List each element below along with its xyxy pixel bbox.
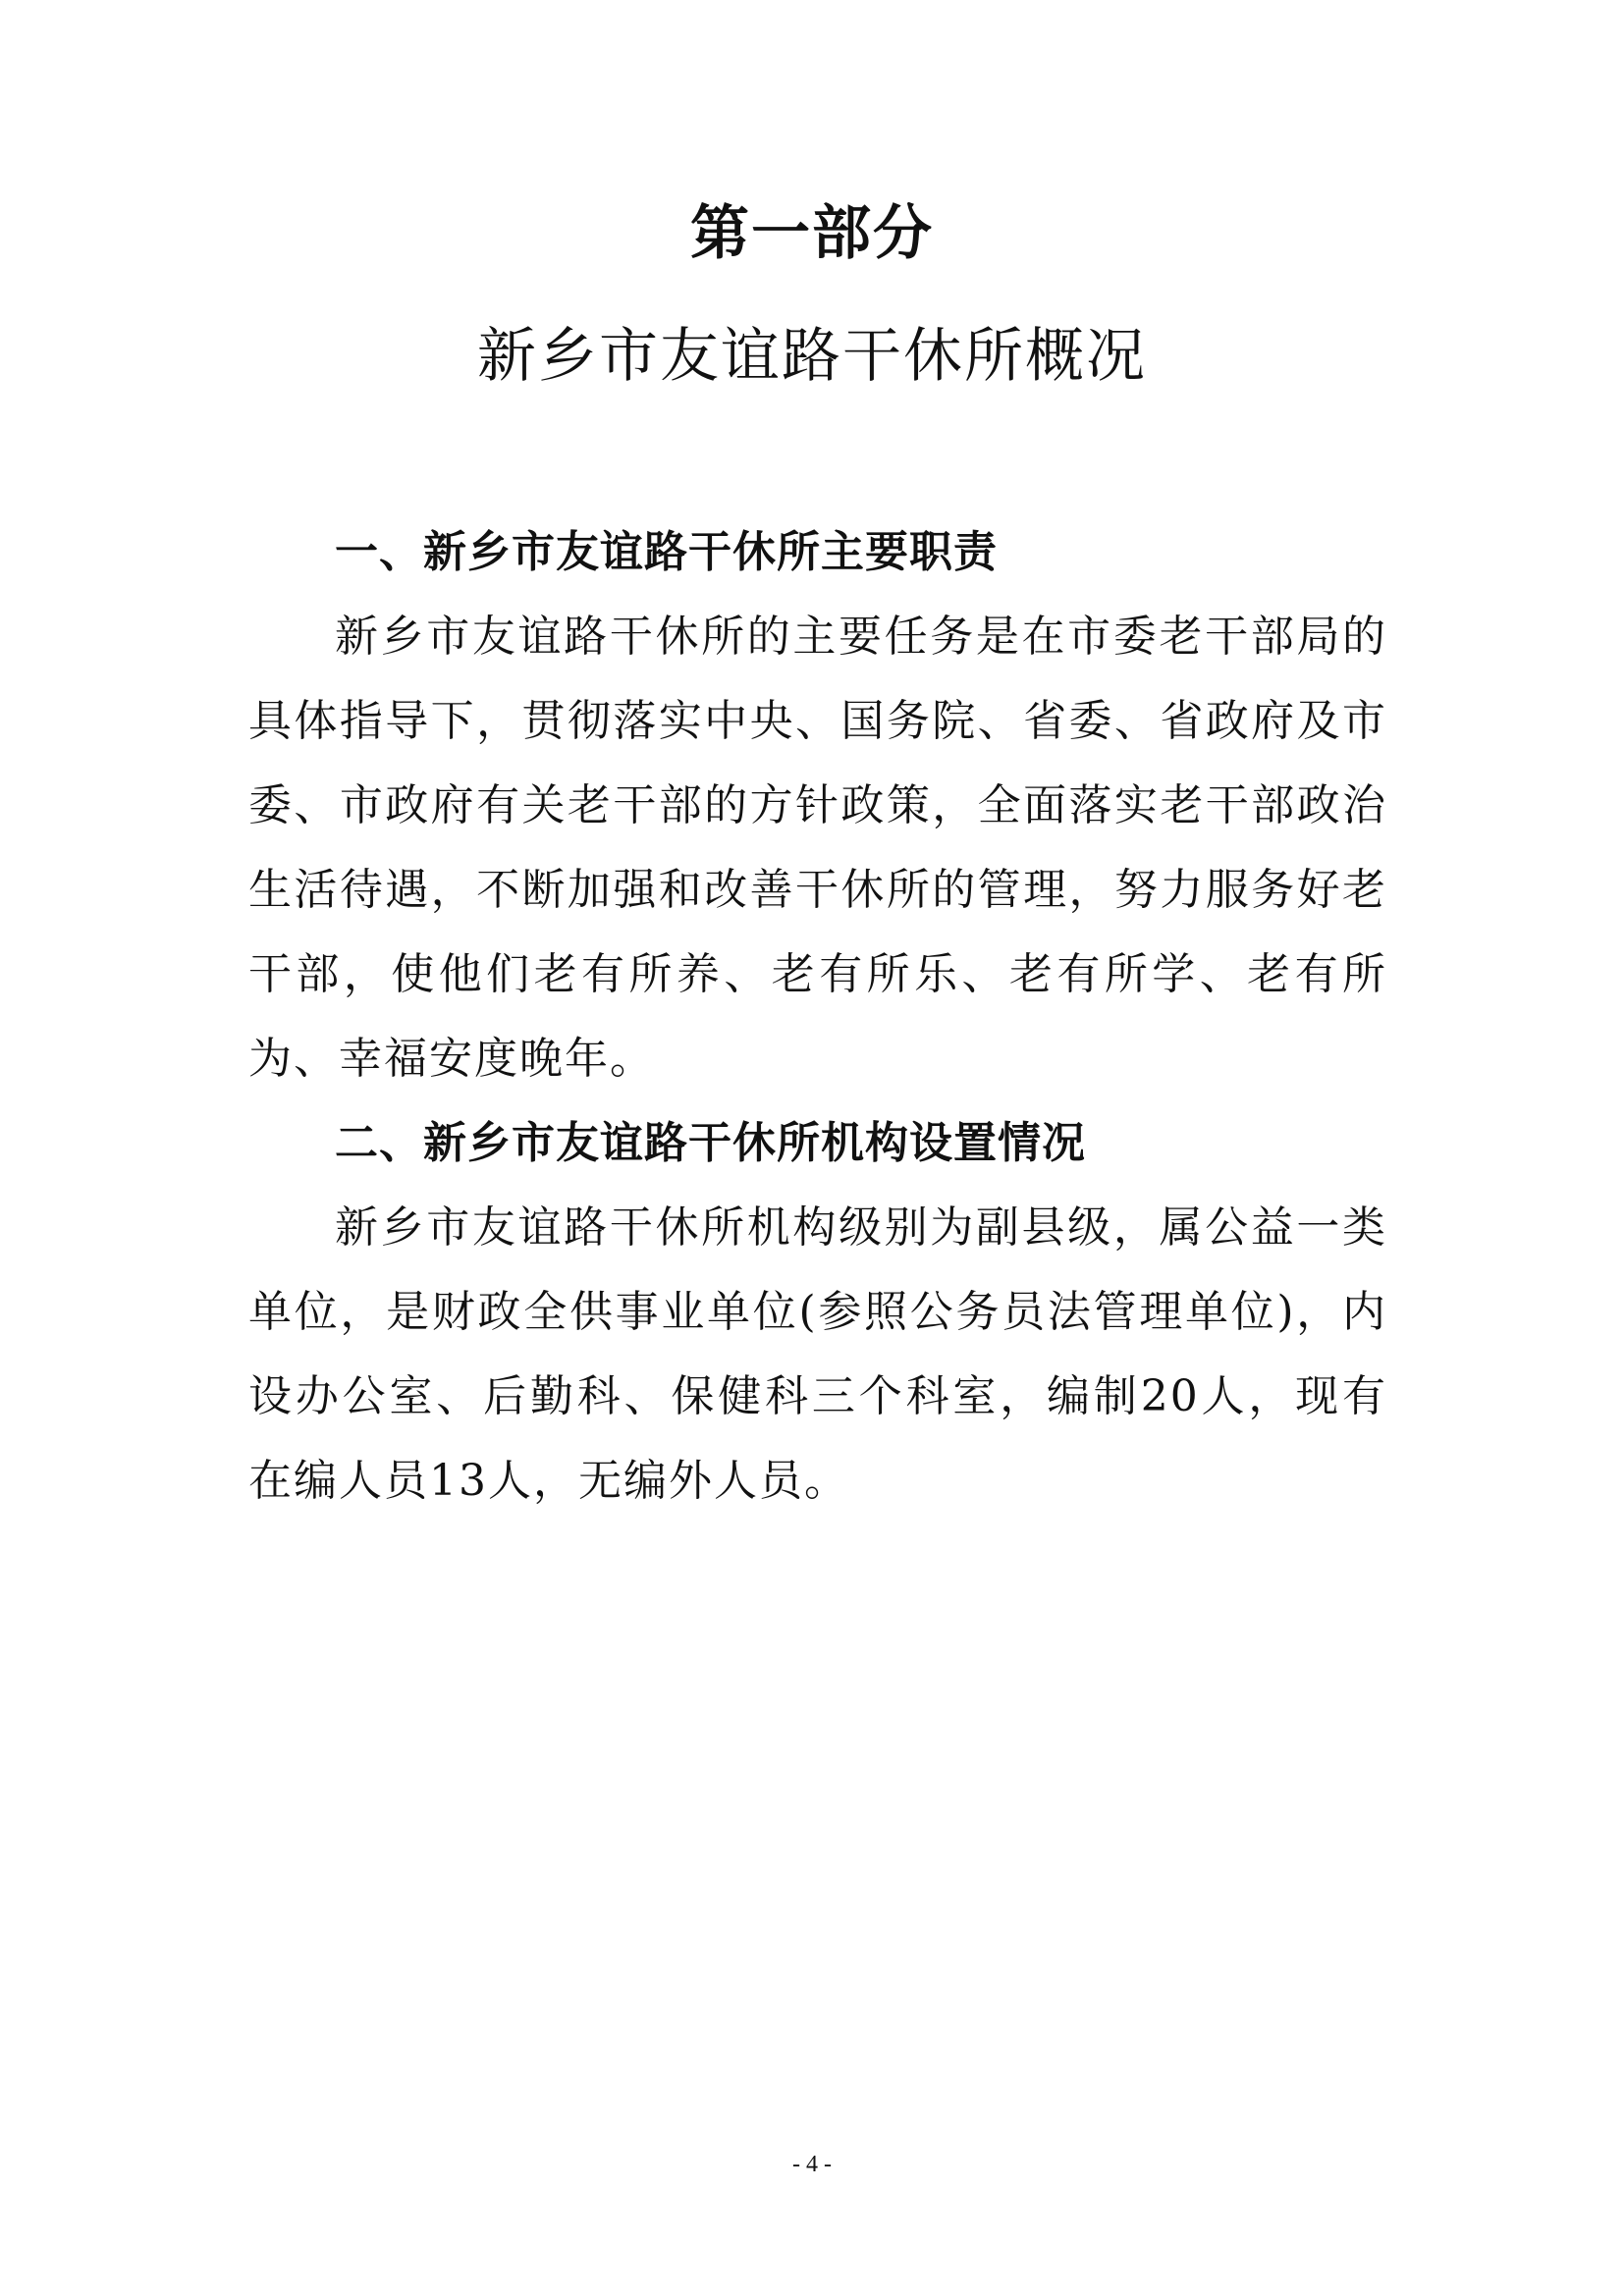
part-title: 第一部分 — [690, 199, 934, 268]
page-number: - 4 - — [792, 2152, 832, 2177]
document-body — [248, 510, 1387, 1523]
section-organization — [248, 1101, 1387, 1523]
main-title: 新乡市友谊路干休所概况 — [477, 322, 1147, 391]
section-heading: 一、新乡市友谊路干休所主要职责 — [335, 527, 998, 577]
section-responsibilities — [248, 510, 1387, 1101]
section-paragraph: 新乡市友谊路干休所的主要任务是在市委老干部局的具体指导下，贯彻落实中央、国务院、省委、省政府及市委、市政府有关老干部的方针政策，全面落实老干部政治生活待遇，不断加强和改善干休所的管理，努力服务好老干部，使他们老有所养、老有所乐、老有所学、老有所为、幸福安度晚年。 — [248, 612, 1387, 1084]
section-paragraph: 新乡市友谊路干休所机构级别为副县级，属公益一类单位，是财政全供事业单位(参照公务员法管理单位)，内设办公室、后勤科、保健科三个科室，编制20人，现有在编人员13人，无编外人员。 — [248, 1202, 1387, 1506]
section-heading: 二、新乡市友谊路干休所机构设置情况 — [335, 1118, 1086, 1168]
